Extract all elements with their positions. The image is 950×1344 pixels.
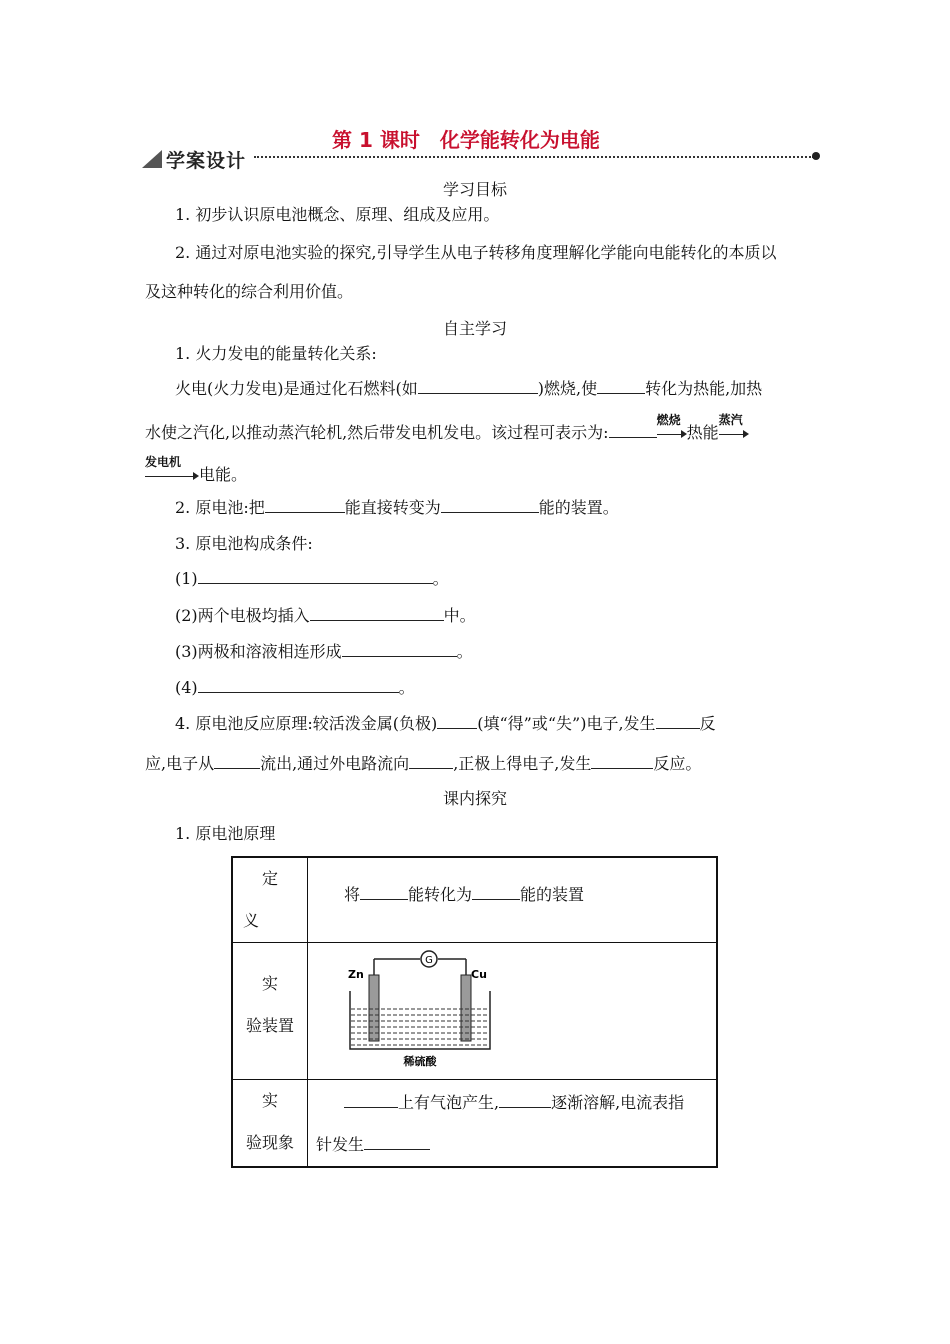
phenomenon-line1: [316, 1082, 712, 1124]
definition-cell: [308, 857, 718, 943]
objective-2-line1: 2. 通过对原电池实验的探究,引导学生从电子转移角度理解化学能向电能转化的本质以: [175, 243, 777, 262]
arrow-combustion: [656, 412, 687, 441]
q4-blank-to[interactable]: [409, 754, 453, 769]
dotted-divider: [254, 156, 814, 158]
condition-2-end: 中。: [443, 606, 476, 625]
definition-text-a: 将: [344, 885, 361, 904]
cu-label: Cu: [471, 968, 487, 981]
solution-label: 稀硫酸: [403, 1055, 437, 1068]
condition-3-end: 。: [456, 642, 473, 661]
q2-text-b: 能直接转变为: [344, 498, 441, 517]
phenomenon-blank-2[interactable]: [499, 1093, 551, 1108]
zn-electrode: [369, 975, 379, 1041]
arrow-combustion-label: 燃烧: [656, 412, 681, 427]
q2-blank-2[interactable]: [441, 498, 539, 513]
objective-1: 1. 初步认识原电池概念、原理、组成及应用。: [175, 205, 500, 224]
row-head-apparatus-1: 实: [261, 974, 278, 993]
row-head-definition-2: 义: [243, 911, 260, 930]
q4-line1: [175, 711, 716, 734]
definition-blank-1[interactable]: [360, 885, 408, 900]
row-head-definition: [232, 857, 308, 943]
row-head-apparatus-2: 验装置: [245, 1016, 294, 1035]
q1-line1-text-c: 转化为热能,加热: [645, 379, 763, 398]
phenomenon-line2: [316, 1124, 712, 1166]
phenomenon-cell: [308, 1080, 718, 1168]
q4-blank-from[interactable]: [214, 754, 260, 769]
condition-1: [175, 566, 449, 589]
q1-title: 1. 火力发电的能量转化关系:: [175, 344, 377, 363]
condition-3: [175, 639, 473, 662]
arrow-steam-label: 蒸汽: [718, 412, 743, 427]
definition-blank-2[interactable]: [472, 885, 520, 900]
condition-3-text: (3)两极和溶液相连形成: [175, 642, 342, 661]
row-head-apparatus: [232, 943, 308, 1080]
banner-triangle-icon: [142, 150, 162, 168]
phenomenon-text-a: 上有气泡产生,: [398, 1093, 500, 1112]
q4-line2-text-d: 反应。: [653, 754, 702, 773]
arrow-steam: [718, 412, 749, 441]
cu-electrode: [461, 975, 471, 1041]
energy-blank-1[interactable]: [597, 379, 645, 394]
lesson-title: 第 1 课时 化学能转化为电能: [332, 128, 600, 152]
section-banner: [142, 146, 822, 170]
q1-line1-text-a: 火电(火力发电)是通过化石燃料(如: [175, 379, 418, 398]
q1-line3-text: 电能。: [199, 465, 248, 484]
divider-end-dot-icon: [812, 152, 820, 160]
principle-table: [231, 856, 718, 1168]
condition-4-blank[interactable]: [198, 678, 399, 693]
table-row-definition: [232, 857, 717, 943]
row-head-phenomenon-1: 实: [261, 1091, 278, 1110]
condition-3-blank[interactable]: [342, 642, 457, 657]
q2-text-c: 能的装置。: [538, 498, 619, 517]
condition-1-end: 。: [432, 569, 449, 588]
phenomenon-text-b: 逐渐溶解,电流表指: [551, 1093, 685, 1112]
galvanic-cell-diagram: [338, 943, 487, 1073]
condition-1-label: (1): [175, 569, 198, 588]
phenomenon-text-c: 针发生: [316, 1135, 365, 1154]
zn-label: Zn: [348, 968, 364, 981]
q4-blank-reaction-2[interactable]: [591, 754, 653, 769]
energy-blank-2[interactable]: [609, 423, 657, 438]
q4-line1-text-a: 4. 原电池反应原理:较活泼金属(负极): [175, 714, 438, 733]
fossil-fuel-blank[interactable]: [418, 379, 538, 394]
q4-line1-text-c: 反: [699, 714, 716, 733]
arrow-generator: [145, 454, 199, 483]
q4-line2-text-b: 流出,通过外电路流向: [260, 754, 410, 773]
q4-line2-text-c: ,正极上得电子,发生: [453, 754, 592, 773]
q1-line2: [145, 412, 749, 443]
q4-blank-reaction-1[interactable]: [656, 714, 700, 729]
q1-line2-text-a: 水使之汽化,以推动蒸汽轮机,然后带发电机发电。该过程可表示为:: [145, 423, 609, 442]
q2-text-a: 2. 原电池:把: [175, 498, 265, 517]
row-head-definition-1: 定: [261, 869, 278, 888]
definition-text-c: 能的装置: [520, 885, 585, 904]
condition-1-blank[interactable]: [198, 569, 433, 584]
q1-line1-text-b: )燃烧,使: [537, 379, 598, 398]
apparatus-cell: [308, 943, 718, 1080]
self-study-heading: 自主学习: [442, 319, 507, 338]
q4-line2: [145, 751, 701, 774]
q3-title: 3. 原电池构成条件:: [175, 534, 313, 553]
condition-4: [175, 675, 415, 698]
phenomenon-blank-3[interactable]: [364, 1135, 430, 1150]
in-class-heading: 课内探究: [442, 789, 507, 808]
condition-2-text: (2)两个电极均插入: [175, 606, 310, 625]
arrow-generator-label: 发电机: [145, 454, 182, 469]
q4-blank-gain-lose[interactable]: [437, 714, 477, 729]
definition-text-b: 能转化为: [408, 885, 473, 904]
table-row-apparatus: [232, 943, 717, 1080]
objective-2-line2: 及这种转化的综合利用价值。: [145, 282, 354, 301]
phenomenon-blank-1[interactable]: [344, 1093, 398, 1108]
row-head-phenomenon: [232, 1080, 308, 1168]
objectives-heading: 学习目标: [442, 180, 507, 199]
q2: [175, 495, 619, 518]
condition-2: [175, 603, 476, 626]
in-class-item-1: 1. 原电池原理: [175, 824, 276, 843]
q2-blank-1[interactable]: [265, 498, 345, 513]
table-row-phenomenon: [232, 1080, 717, 1168]
row-head-phenomenon-2: 验现象: [245, 1133, 294, 1152]
condition-2-blank[interactable]: [310, 606, 444, 621]
condition-4-label: (4): [175, 678, 198, 697]
q1-line2-text-b: 热能: [686, 423, 719, 442]
q1-line3: [145, 454, 248, 485]
q4-line2-text-a: 应,电子从: [145, 754, 215, 773]
q4-line1-text-b: (填“得”或“失”)电子,发生: [477, 714, 656, 733]
banner-label: 学案设计: [166, 150, 247, 172]
condition-4-end: 。: [398, 678, 415, 697]
q1-line1: [175, 376, 762, 399]
galvanometer-label: G: [425, 955, 433, 966]
